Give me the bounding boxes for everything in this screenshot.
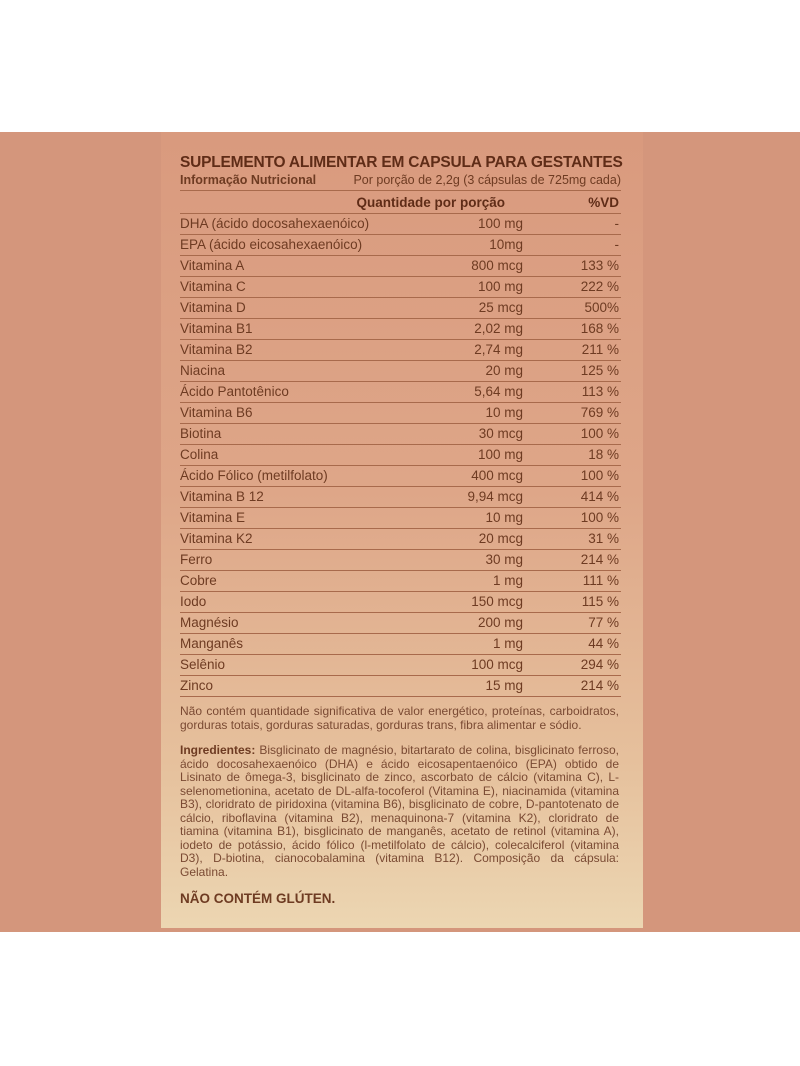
nutrient-table	[180, 214, 621, 697]
nutrient-name: Ácido Fólico (metilfolato)	[180, 468, 328, 483]
nutrient-quantity: 5,64 mg	[474, 384, 523, 399]
nutrient-vd: 44 %	[588, 636, 619, 651]
nutrient-name: Vitamina B2	[180, 342, 253, 357]
gluten-warning: NÃO CONTÉM GLÚTEN.	[180, 891, 336, 906]
table-row	[180, 298, 621, 319]
table-row	[180, 214, 621, 235]
nutrient-vd: 769 %	[580, 405, 619, 420]
nutrient-vd: 214 %	[580, 552, 619, 567]
nutrient-name: Selênio	[180, 657, 226, 672]
nutrient-name: Vitamina K2	[180, 531, 253, 546]
table-row	[180, 634, 621, 655]
nutrient-quantity: 100 mcg	[471, 657, 523, 672]
nutrient-name: Manganês	[180, 636, 244, 651]
table-row	[180, 256, 621, 277]
nutrient-vd: 125 %	[580, 363, 619, 378]
nutrient-quantity: 10 mg	[485, 405, 523, 420]
nutrient-quantity: 20 mcg	[478, 531, 523, 546]
nutrient-name: DHA (ácido docosahexaenóico)	[180, 216, 370, 231]
label-title: SUPLEMENTO ALIMENTAR EM CAPSULA PARA GESTANTES	[180, 154, 623, 171]
nutrient-name: Vitamina B 12	[180, 489, 264, 504]
portion-text: Por porção de 2,2g (3 cápsulas de 725mg cada)	[353, 173, 621, 187]
table-row	[180, 508, 621, 529]
nutrient-quantity: 150 mcg	[471, 594, 523, 609]
nutrient-quantity: 10 mg	[485, 510, 523, 525]
table-row	[180, 424, 621, 445]
nutrient-quantity: 1 mg	[492, 636, 523, 651]
table-row	[180, 466, 621, 487]
table-row	[180, 403, 621, 424]
table-row	[180, 235, 621, 256]
nutrient-vd: 100 %	[580, 426, 619, 441]
nutrient-name: Ferro	[180, 552, 213, 567]
nutrient-vd: 77 %	[588, 615, 619, 630]
table-row	[180, 382, 621, 403]
nutrient-quantity: 20 mg	[485, 363, 523, 378]
nutrient-quantity: 100 mg	[477, 216, 523, 231]
nutrient-quantity: 100 mg	[477, 447, 523, 462]
nutrient-quantity: 10mg	[489, 237, 523, 252]
nutrient-vd: 294 %	[580, 657, 619, 672]
nutrient-name: Vitamina B6	[180, 405, 253, 420]
nutrient-name: Vitamina B1	[180, 321, 253, 336]
nutrient-quantity: 30 mcg	[478, 426, 523, 441]
table-row	[180, 361, 621, 382]
nutrient-vd: 222 %	[580, 279, 619, 294]
ingredients-label: Ingredientes:	[180, 743, 256, 757]
nutrient-quantity: 1 mg	[492, 573, 523, 588]
nutrient-name: Zinco	[180, 678, 214, 693]
table-row	[180, 487, 621, 508]
table-row	[180, 655, 621, 676]
nutrient-name: Vitamina E	[180, 510, 246, 525]
header-quantity: Quantidade por porção	[356, 195, 505, 210]
table-row	[180, 277, 621, 298]
nutrient-vd: 133 %	[580, 258, 619, 273]
nutrient-vd: 115 %	[581, 594, 619, 609]
ingredients	[180, 744, 621, 879]
nutrient-vd: 500%	[584, 300, 619, 315]
nutrient-name: Vitamina A	[180, 258, 245, 273]
nutrient-quantity: 200 mg	[477, 615, 523, 630]
nutrient-vd: 18 %	[588, 447, 619, 462]
nutrient-vd: 168 %	[580, 321, 619, 336]
disclaimer-note: Não contém quantidade significativa de valor energético, proteínas, carboidratos, gorduras totais, gorduras saturadas, gorduras trans, fibra alimentar e sódio.	[180, 704, 619, 732]
nutrient-vd: 100 %	[580, 468, 619, 483]
nutrient-quantity: 400 mcg	[471, 468, 523, 483]
nutrient-quantity: 9,94 mcg	[467, 489, 523, 504]
nutrient-name: Colina	[180, 447, 219, 462]
nutrient-vd: 113 %	[581, 384, 619, 399]
table-row	[180, 592, 621, 613]
nutrient-vd: 214 %	[580, 678, 619, 693]
nutrient-name: Magnésio	[180, 615, 239, 630]
table-row	[180, 529, 621, 550]
info-row	[180, 172, 621, 191]
table-row	[180, 571, 621, 592]
nutrient-name: EPA (ácido eicosahexaenóico)	[180, 237, 363, 252]
nutrient-quantity: 100 mg	[477, 279, 523, 294]
nutrient-vd: -	[614, 237, 619, 252]
nutrient-name: Biotina	[180, 426, 222, 441]
nutrient-quantity: 2,74 mg	[474, 342, 523, 357]
nutrient-vd: 100 %	[580, 510, 619, 525]
ingredients-text: Bisglicinato de magnésio, bitartarato de colina, bisglicinato ferroso, ácido docosahexaenóico (DHA) e ácido eicosapentaenóico (EPA) obtido de Lisinato de ômega-3, bisglicinato de zinco, ascorbato de cálcio (vitamina C), L-selenometionina, acetato de DL-alfa-tocoferol (Vitamina E), niacinamida (vitamina B3), cloridrato de piridoxina (vitamina B6), bisglicinato de cobre, D-pantotenato de cálcio, riboflavina (vitamina B2), menaquinona-7 (vitamina K2), cloridrato de tiamina (vitamina B1), bisglicinato de manganês, acetato de retinol (vitamina A), iodeto de potássio, ácido fólico (l-metilfolato de cálcio), colecalciferol (vitamina D3), D-biotina, cianocobalamina (vitamina B12). Composição da cápsula: Gelatina.	[180, 743, 619, 879]
header-vd: %VD	[588, 195, 619, 210]
nutrient-quantity: 2,02 mg	[474, 321, 523, 336]
table-row	[180, 340, 621, 361]
nutrient-name: Ácido Pantotênico	[180, 384, 289, 399]
nutrient-quantity: 15 mg	[485, 678, 523, 693]
nutrient-vd: 414 %	[580, 489, 619, 504]
table-row	[180, 445, 621, 466]
table-row	[180, 550, 621, 571]
nutrient-name: Iodo	[180, 594, 207, 609]
table-row	[180, 676, 621, 697]
nutrient-name: Vitamina C	[180, 279, 246, 294]
nutrient-vd: 111 %	[582, 573, 619, 588]
nutrient-name: Cobre	[180, 573, 217, 588]
table-header	[180, 193, 621, 214]
nutrient-vd: 31 %	[588, 531, 619, 546]
nutrient-vd: -	[614, 216, 619, 231]
nutrient-quantity: 25 mcg	[478, 300, 523, 315]
table-row	[180, 319, 621, 340]
nutrient-vd: 211 %	[581, 342, 619, 357]
table-row	[180, 613, 621, 634]
nutrition-label	[161, 132, 643, 928]
nutrient-quantity: 800 mcg	[471, 258, 523, 273]
info-label: Informação Nutricional	[180, 173, 317, 187]
nutrient-name: Vitamina D	[180, 300, 246, 315]
nutrient-quantity: 30 mg	[485, 552, 523, 567]
nutrient-name: Niacina	[180, 363, 226, 378]
